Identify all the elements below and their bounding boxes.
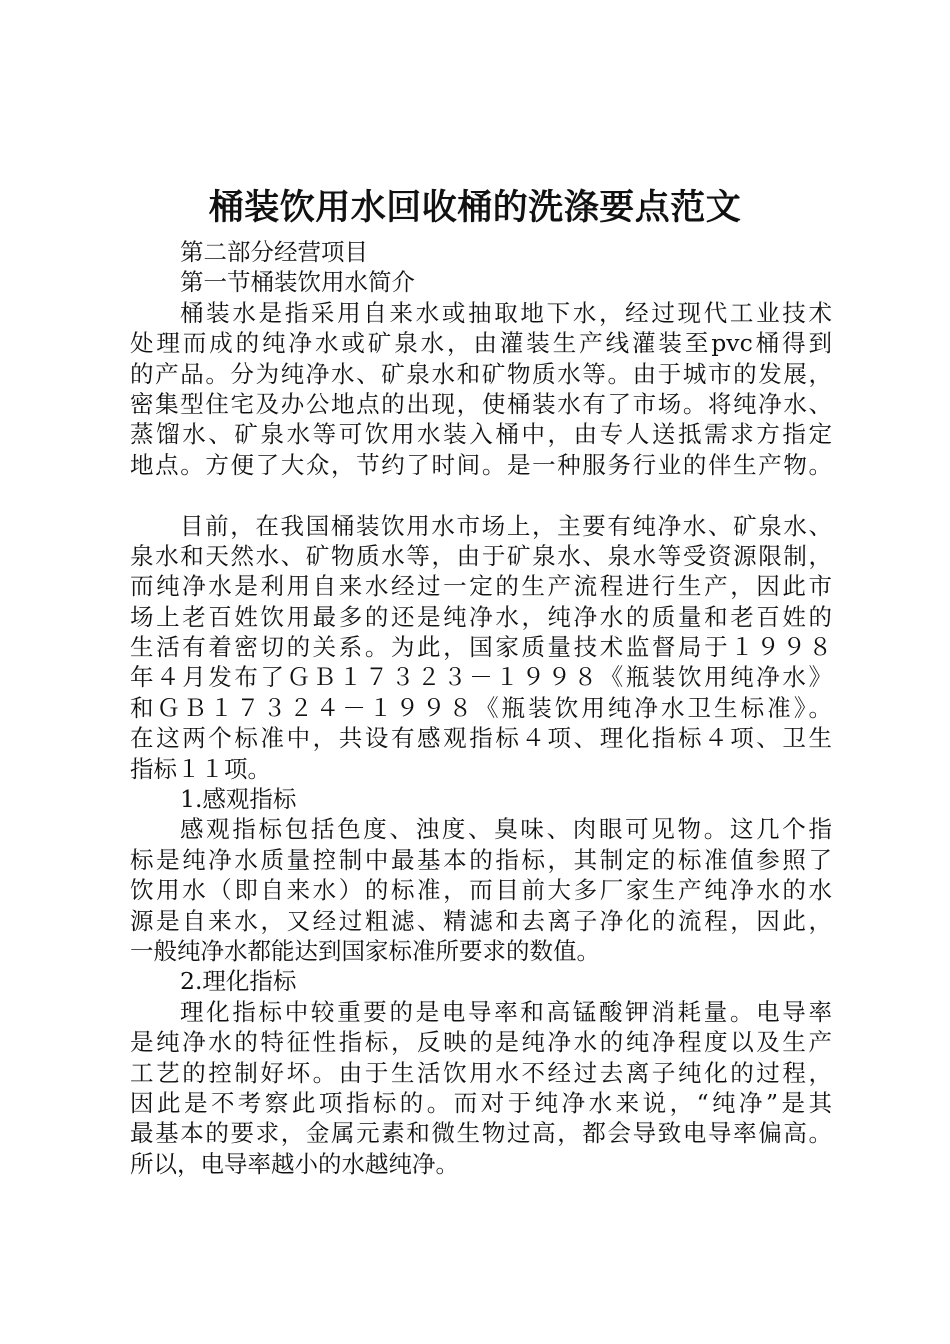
paragraph-line: 最基本的要求，金属元素和微生物过高，都会导致电导率偏高。 — [130, 1119, 832, 1148]
subsection-heading: 第一节桶装饮用水简介 — [180, 268, 415, 297]
paragraph-line: 地点。方便了大众，节约了时间。是一种服务行业的伴生产物。 — [130, 450, 832, 479]
paragraph-line: 理化指标中较重要的是电导率和高锰酸钾消耗量。电导率 — [180, 997, 832, 1026]
paragraph-line: 生活有着密切的关系。为此，国家质量技术监督局于１９９８ — [130, 633, 832, 662]
paragraph-line: 泉水和天然水、矿物质水等，由于矿泉水、泉水等受资源限制， — [130, 541, 832, 570]
paragraph-line: 密集型住宅及办公地点的出现，使桶装水有了市场。将纯净水、 — [130, 389, 832, 418]
document-body — [130, 237, 832, 1179]
paragraph-line: 和ＧＢ１７３２４－１９９８《瓶装饮用纯净水卫生标准》。 — [130, 693, 832, 722]
paragraph-line: 而纯净水是利用自来水经过一定的生产流程进行生产，因此市 — [130, 572, 832, 601]
paragraph-line: 是纯净水的特征性指标，反映的是纯净水的纯净程度以及生产 — [130, 1028, 832, 1057]
paragraph-line: 感观指标包括色度、浊度、臭味、肉眼可见物。这几个指 — [180, 815, 832, 844]
section-heading: 第二部分经营项目 — [180, 238, 368, 266]
paragraph-line: 蒸馏水、矿泉水等可饮用水装入桶中，由专人送抵需求方指定 — [130, 420, 832, 449]
paragraph-line: 目前，在我国桶装饮用水市场上，主要有纯净水、矿泉水、 — [180, 511, 832, 540]
paragraph-line: 因此是不考察此项指标的。而对于纯净水来说，“纯净”是其 — [130, 1088, 832, 1117]
paragraph-line: 在这两个标准中，共设有感观指标４项、理化指标４项、卫生 — [130, 724, 832, 753]
paragraph-line: 年４月发布了ＧＢ１７３２３－１９９８《瓶装饮用纯净水》 — [130, 663, 832, 692]
paragraph-line: 饮用水（即自来水）的标准，而目前大多厂家生产纯净水的水 — [130, 876, 832, 905]
paragraph-line: 源是自来水，又经过粗滤、精滤和去离子净化的流程，因此， — [130, 906, 832, 935]
list-heading: 2.理化指标 — [180, 967, 297, 996]
paragraph-line: 所以，电导率越小的水越纯净。 — [130, 1149, 459, 1178]
list-heading: 1.感观指标 — [180, 785, 297, 814]
paragraph-line: 处理而成的纯净水或矿泉水，由灌装生产线灌装至pvc桶得到 — [130, 329, 832, 358]
paragraph-line: 工艺的控制好坏。由于生活饮用水不经过去离子纯化的过程， — [130, 1058, 832, 1087]
paragraph-line: 桶装水是指采用自来水或抽取地下水，经过现代工业技术 — [180, 298, 832, 327]
document-title: 桶装饮用水回收桶的洗涤要点范文 — [208, 187, 742, 228]
paragraph-line: 的产品。分为纯净水、矿泉水和矿物质水等。由于城市的发展， — [130, 359, 832, 388]
paragraph-line: 场上老百姓饮用最多的还是纯净水，纯净水的质量和老百姓的 — [130, 602, 832, 631]
paragraph-gap — [130, 480, 832, 510]
paragraph-line: 标是纯净水质量控制中最基本的指标，其制定的标准值参照了 — [130, 845, 832, 874]
paragraph-line: 指标１１项。 — [130, 754, 271, 783]
paragraph-line: 一般纯净水都能达到国家标准所要求的数值。 — [130, 936, 600, 965]
